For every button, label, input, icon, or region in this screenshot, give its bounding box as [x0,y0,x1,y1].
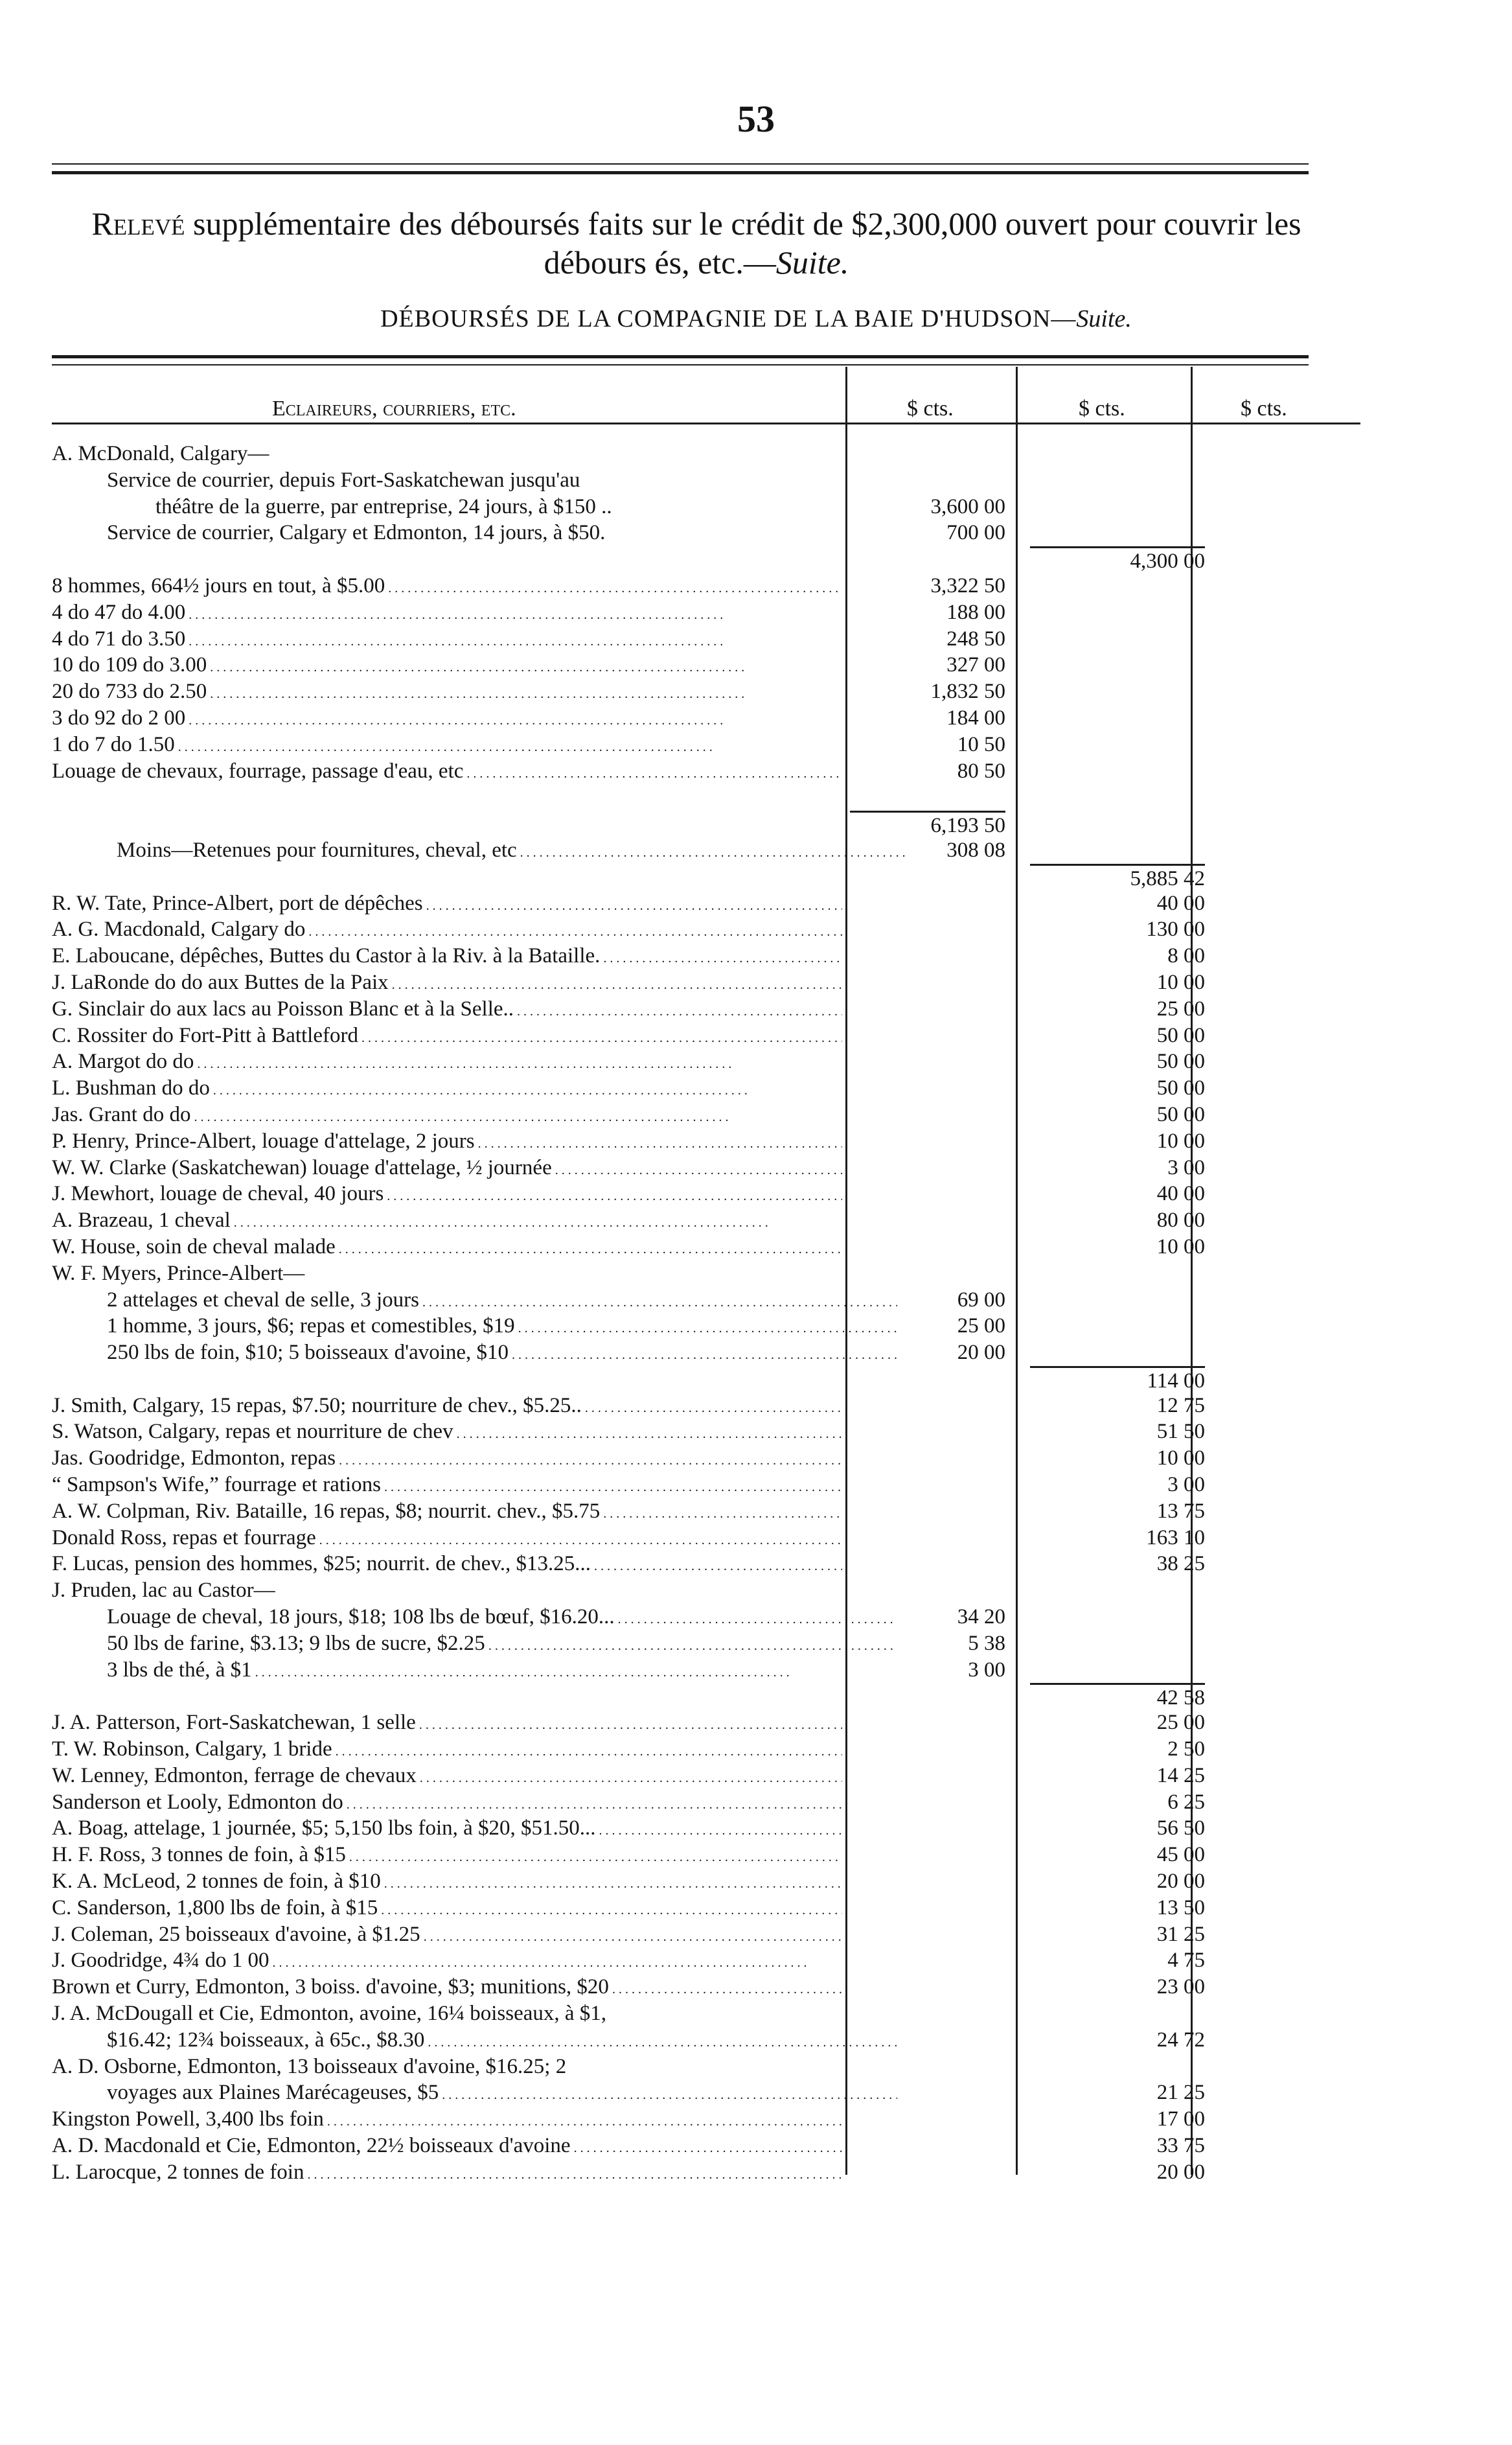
row-description: 250 lbs de foin, $10; 5 boisseaux d'avoine, $10 . . . [52,1339,897,1369]
row-description: L. Larocque, 2 tonnes de foin . . . [52,2159,842,2188]
top-rule-thin [52,163,1309,165]
ledger-row [52,1895,1412,1921]
ledger-row [52,1921,1412,1948]
ledger-row [52,1763,1412,1789]
row-amount-c2: 50 00 [1156,1102,1205,1126]
row-description: W. House, soin de cheval malade . . . [52,1234,842,1263]
row-description: $16.42; 12¾ boisseaux, à 65c., $8.30 . . . [52,2027,897,2056]
row-description: A. D. Macdonald et Cie, Edmonton, 22½ boisseaux d'avoine . . . [52,2133,842,2162]
subheading-text: DÉBOURSÉS DE LA COMPAGNIE DE LA BAIE D'HUDSON— [380,305,1077,332]
row-amount-c2: 10 00 [1156,1129,1205,1153]
row-amount-c1: 80 50 [957,759,1005,783]
statement-heading [52,204,1341,282]
row-description: A. Brazeau, 1 cheval . . . [52,1207,842,1236]
row-amount-c2: 50 00 [1156,1023,1205,1047]
row-description: 8 hommes, 664½ jours en tout, à $5.00 . . . [52,573,842,602]
row-description: J. Coleman, 25 boisseaux d'avoine, à $1.25 . . . [52,1921,842,1951]
row-amount-c1: 5 38 [968,1631,1005,1655]
row-amount-c2: 5,885 42 [1030,864,1205,892]
row-amount-c2: 13 75 [1156,1499,1205,1523]
row-amount-c2: 12 75 [1156,1393,1205,1417]
row-amount-c2: 25 00 [1156,1711,1205,1735]
ledger-row [52,943,1412,969]
ledger-row [52,599,1412,626]
column-header-1: $ cts. [907,397,954,421]
ledger-row [52,1842,1412,1868]
row-description: J. Pruden, lac au Castor— [52,1579,275,1603]
ledger-row [52,1498,1412,1525]
row-amount-c1: 3,322 50 [930,574,1005,597]
row-amount-c2: 50 00 [1156,1076,1205,1100]
ledger-row [52,969,1412,996]
ledger-row [52,2027,1412,2054]
ledger-row [52,573,1412,599]
row-amount-c1: 248 50 [946,627,1005,651]
ledger-row [52,1709,1412,1736]
row-description: A. G. Macdonald, Calgary do . . . [52,916,842,945]
disbursement-ledger [52,441,1412,2186]
ledger-row [52,1974,1412,2000]
row-description: 4 do 47 do 4.00 . . . [52,599,842,629]
row-description: T. W. Robinson, Calgary, 1 bride . . . [52,1736,842,1765]
row-amount-c1: 10 50 [957,732,1005,756]
ledger-row [52,1234,1412,1260]
ledger-row [52,626,1412,653]
row-description: Kingston Powell, 3,400 lbs foin . . . [52,2106,842,2135]
row-description: Moins—Retenues pour fournitures, cheval, etc . . . [52,837,907,866]
ledger-row [52,441,1412,467]
row-amount-c2: 2 50 [1167,1737,1205,1761]
ledger-row [52,1657,1412,1684]
column-header-2: $ cts. [1079,397,1125,421]
ledger-row [52,1023,1412,1049]
row-description: Brown et Curry, Edmonton, 3 boiss. d'avoine, $3; munitions, $20 . . . [52,1974,842,2003]
ledger-row [52,864,1412,890]
row-description: C. Sanderson, 1,800 lbs de foin, à $15 . . . [52,1895,842,1924]
ledger-row [52,1604,1412,1630]
ledger-row [52,784,1412,811]
row-amount-c2: 20 00 [1156,1870,1205,1894]
ledger-row [52,1102,1412,1128]
ledger-row [52,1577,1412,1604]
ledger-row [52,1419,1412,1445]
row-amount-c1: 6,193 50 [850,811,1005,839]
ledger-row [52,837,1412,864]
row-description: Jas. Goodridge, Edmonton, repas . . . [52,1445,842,1474]
row-amount-c2: 24 72 [1156,2028,1205,2052]
row-description: J. Goodridge, 4¾ do 1 00 . . . [52,1947,842,1976]
row-description: 1 homme, 3 jours, $6; repas et comestibles, $19 . . . [52,1313,897,1342]
ledger-row [52,705,1412,732]
row-amount-c2: 3 00 [1167,1155,1205,1179]
ledger-row [52,1207,1412,1234]
row-amount-c2: 40 00 [1156,1182,1205,1206]
row-amount-c2: 50 00 [1156,1050,1205,1074]
row-description: A. Margot do do . . . [52,1049,842,1078]
row-amount-c1: 327 00 [946,653,1005,677]
section-subheading [0,305,1512,333]
ledger-row [52,546,1412,573]
row-amount-c2: 42 58 [1030,1683,1205,1711]
ledger-row [52,2133,1412,2159]
ledger-row [52,1287,1412,1314]
top-rule-thick [52,171,1309,174]
row-amount-c2: 45 00 [1156,1843,1205,1867]
row-description: Donald Ross, repas et fourrage . . . [52,1525,842,1554]
row-description: 3 lbs de thé, à $1 . . . [52,1657,897,1686]
ledger-row [52,678,1412,705]
row-amount-c2: 13 50 [1156,1895,1205,1919]
row-description: théâtre de la guerre, par entreprise, 24 jours, à $150 .. [155,494,612,518]
header-underline [52,423,1360,424]
row-description: F. Lucas, pension des hommes, $25; nourrit. de chev., $13.25... . . . [52,1551,842,1580]
ledger-row [52,1947,1412,1974]
row-description: S. Watson, Calgary, repas et nourriture de chev . . . [52,1419,842,1448]
ledger-row [52,1630,1412,1657]
ledger-row [52,2159,1412,2186]
row-description: C. Rossiter do Fort-Pitt à Battleford . . . [52,1023,842,1052]
ledger-row [52,1181,1412,1207]
row-amount-c1: 700 00 [946,521,1005,545]
ledger-row [52,1789,1412,1816]
row-description: Service de courrier, Calgary et Edmonton, 14 jours, à $50. [107,521,606,545]
row-amount-c2: 114 00 [1030,1366,1205,1395]
ledger-row [52,652,1412,678]
row-description: W. W. Clarke (Saskatchewan) louage d'attelage, ½ journée . . . [52,1155,842,1184]
heading-text: supplémentaire des déboursés faits sur le crédit de $2,300,000 ouvert pour couvrir les débours és, etc.— [193,205,1301,281]
row-description: “ Sampson's Wife,” fourrage et rations . . . [52,1472,842,1501]
ledger-row [52,1551,1412,1577]
ledger-row [52,996,1412,1023]
row-description: 20 do 733 do 2.50 . . . [52,678,842,708]
row-description: Jas. Grant do do . . . [52,1102,842,1131]
row-description: 3 do 92 do 2 00 . . . [52,705,842,734]
subheading-suffix: Suite. [1076,305,1132,332]
row-amount-c2: 4,300 00 [1030,546,1205,575]
row-description: K. A. McLeod, 2 tonnes de foin, à $10 . . . [52,1868,842,1897]
heading-lead: Relevé [91,205,185,242]
ledger-row [52,2000,1412,2027]
row-amount-c2: 17 00 [1156,2107,1205,2131]
row-amount-c1: 188 00 [946,600,1005,624]
row-amount-c1: 25 00 [957,1314,1005,1338]
row-amount-c2: 130 00 [1146,918,1205,942]
row-amount-c1: 3 00 [968,1658,1005,1682]
row-amount-c2: 4 75 [1167,1949,1205,1973]
row-amount-c2: 8 00 [1167,944,1205,968]
row-amount-c2: 33 75 [1156,2134,1205,2157]
row-amount-c2: 21 25 [1156,2081,1205,2105]
row-description: W. Lenney, Edmonton, ferrage de chevaux . . . [52,1763,842,1792]
ledger-row [52,811,1412,837]
row-description: 10 do 109 do 3.00 . . . [52,652,842,681]
ledger-row [52,1393,1412,1419]
ledger-row [52,1525,1412,1551]
row-amount-c2: 40 00 [1156,891,1205,915]
row-description: A. D. Osborne, Edmonton, 13 boisseaux d'avoine, $16.25; 2 [52,2054,567,2078]
row-amount-c2: 10 00 [1156,1234,1205,1258]
row-description: 50 lbs de farine, $3.13; 9 lbs de sucre, $2.25 . . . [52,1630,897,1660]
ledger-row [52,1683,1412,1709]
row-description: J. LaRonde do do aux Buttes de la Paix . . . [52,969,842,999]
row-description: 1 do 7 do 1.50 . . . [52,732,842,761]
row-amount-c2: 20 00 [1156,2160,1205,2184]
row-amount-c2: 80 00 [1156,1209,1205,1233]
ledger-row [52,1815,1412,1842]
ledger-row [52,1868,1412,1895]
row-amount-c2: 3 00 [1167,1473,1205,1497]
page-number: 53 [737,98,775,140]
row-description: J. Mewhort, louage de cheval, 40 jours . . . [52,1181,842,1210]
row-amount-c2: 10 00 [1156,1446,1205,1470]
row-description: Louage de chevaux, fourrage, passage d'eau, etc . . . [52,758,842,787]
ledger-row [52,1472,1412,1498]
ledger-row [52,1049,1412,1075]
ledger-row [52,1445,1412,1472]
row-description: W. F. Myers, Prince-Albert— [52,1261,305,1285]
row-description: E. Laboucane, dépêches, Buttes du Castor à la Riv. à la Bataille. . . . [52,943,842,972]
row-description: A. McDonald, Calgary— [52,442,269,465]
row-description: voyages aux Plaines Marécageuses, $5 . . . [52,2080,897,2109]
row-amount-c2: 25 00 [1156,997,1205,1021]
row-amount-c2: 10 00 [1156,970,1205,994]
row-description: H. F. Ross, 3 tonnes de foin, à $15 . . . [52,1842,842,1871]
row-amount-c2: 31 25 [1156,1922,1205,1946]
ledger-row [52,1128,1412,1155]
row-amount-c1: 20 00 [957,1341,1005,1365]
ledger-row [52,1260,1412,1287]
row-description: G. Sinclair do aux lacs au Poisson Blanc et à la Selle.. . . . [52,996,842,1025]
row-description: Louage de cheval, 18 jours, $18; 108 lbs de bœuf, $16.20... . . . [52,1604,897,1633]
ledger-row [52,2106,1412,2133]
row-description: A. W. Colpman, Riv. Bataille, 16 repas, $8; nourrit. chev., $5.75 . . . [52,1498,842,1527]
ledger-row [52,916,1412,943]
row-amount-c2: 51 50 [1156,1420,1205,1444]
row-description: L. Bushman do do . . . [52,1075,842,1104]
row-amount-c2: 14 25 [1156,1763,1205,1787]
row-amount-c2: 56 50 [1156,1816,1205,1840]
row-amount-c2: 38 25 [1156,1552,1205,1576]
row-description: Sanderson et Looly, Edmonton do . . . [52,1789,842,1818]
ledger-row [52,1366,1412,1393]
column-header-3: $ cts. [1241,397,1287,421]
ledger-row [52,467,1412,494]
ledger-row [52,1075,1412,1102]
row-amount-c1: 34 20 [957,1605,1005,1629]
table-rule-thick [52,355,1309,358]
row-description: A. Boag, attelage, 1 journée, $5; 5,150 lbs foin, à $20, $51.50... . . . [52,1815,842,1844]
row-description: J. A. McDougall et Cie, Edmonton, avoine, 16¼ boisseaux, à $1, [52,2002,607,2026]
table-rule-thin [52,364,1309,365]
row-amount-c2: 6 25 [1167,1790,1205,1814]
row-description: J. Smith, Calgary, 15 repas, $7.50; nourriture de chev., $5.25.. . . . [52,1393,842,1422]
ledger-row [52,758,1412,785]
row-description: 4 do 71 do 3.50 . . . [52,626,842,655]
ledger-row [52,1736,1412,1763]
row-description: Service de courrier, depuis Fort-Saskatchewan jusqu'au [107,468,580,492]
section-header-label: Eclaireurs, courriers, etc. [272,397,516,421]
ledger-row [52,2080,1412,2106]
ledger-row [52,1339,1412,1366]
ledger-row [52,520,1412,546]
ledger-row [52,1155,1412,1181]
row-amount-c2: 163 10 [1146,1525,1205,1549]
ledger-row [52,732,1412,758]
row-description: J. A. Patterson, Fort-Saskatchewan, 1 selle . . . [52,1709,842,1739]
ledger-row [52,494,1412,520]
ledger-row [52,2054,1412,2080]
row-description: P. Henry, Prince-Albert, louage d'attelage, 2 jours . . . [52,1128,842,1157]
row-amount-c1: 184 00 [946,706,1005,730]
row-amount-c2: 23 00 [1156,1975,1205,1999]
row-amount-c1: 3,600 00 [930,494,1005,518]
row-description: R. W. Tate, Prince-Albert, port de dépêches . . . [52,890,842,920]
heading-suffix: Suite. [775,244,849,281]
row-amount-c1: 308 08 [946,838,1005,862]
row-amount-c1: 1,832 50 [930,680,1005,704]
row-amount-c1: 69 00 [957,1288,1005,1312]
ledger-row [52,890,1412,917]
row-description: 2 attelages et cheval de selle, 3 jours . . . [52,1287,897,1316]
ledger-row [52,1313,1412,1339]
